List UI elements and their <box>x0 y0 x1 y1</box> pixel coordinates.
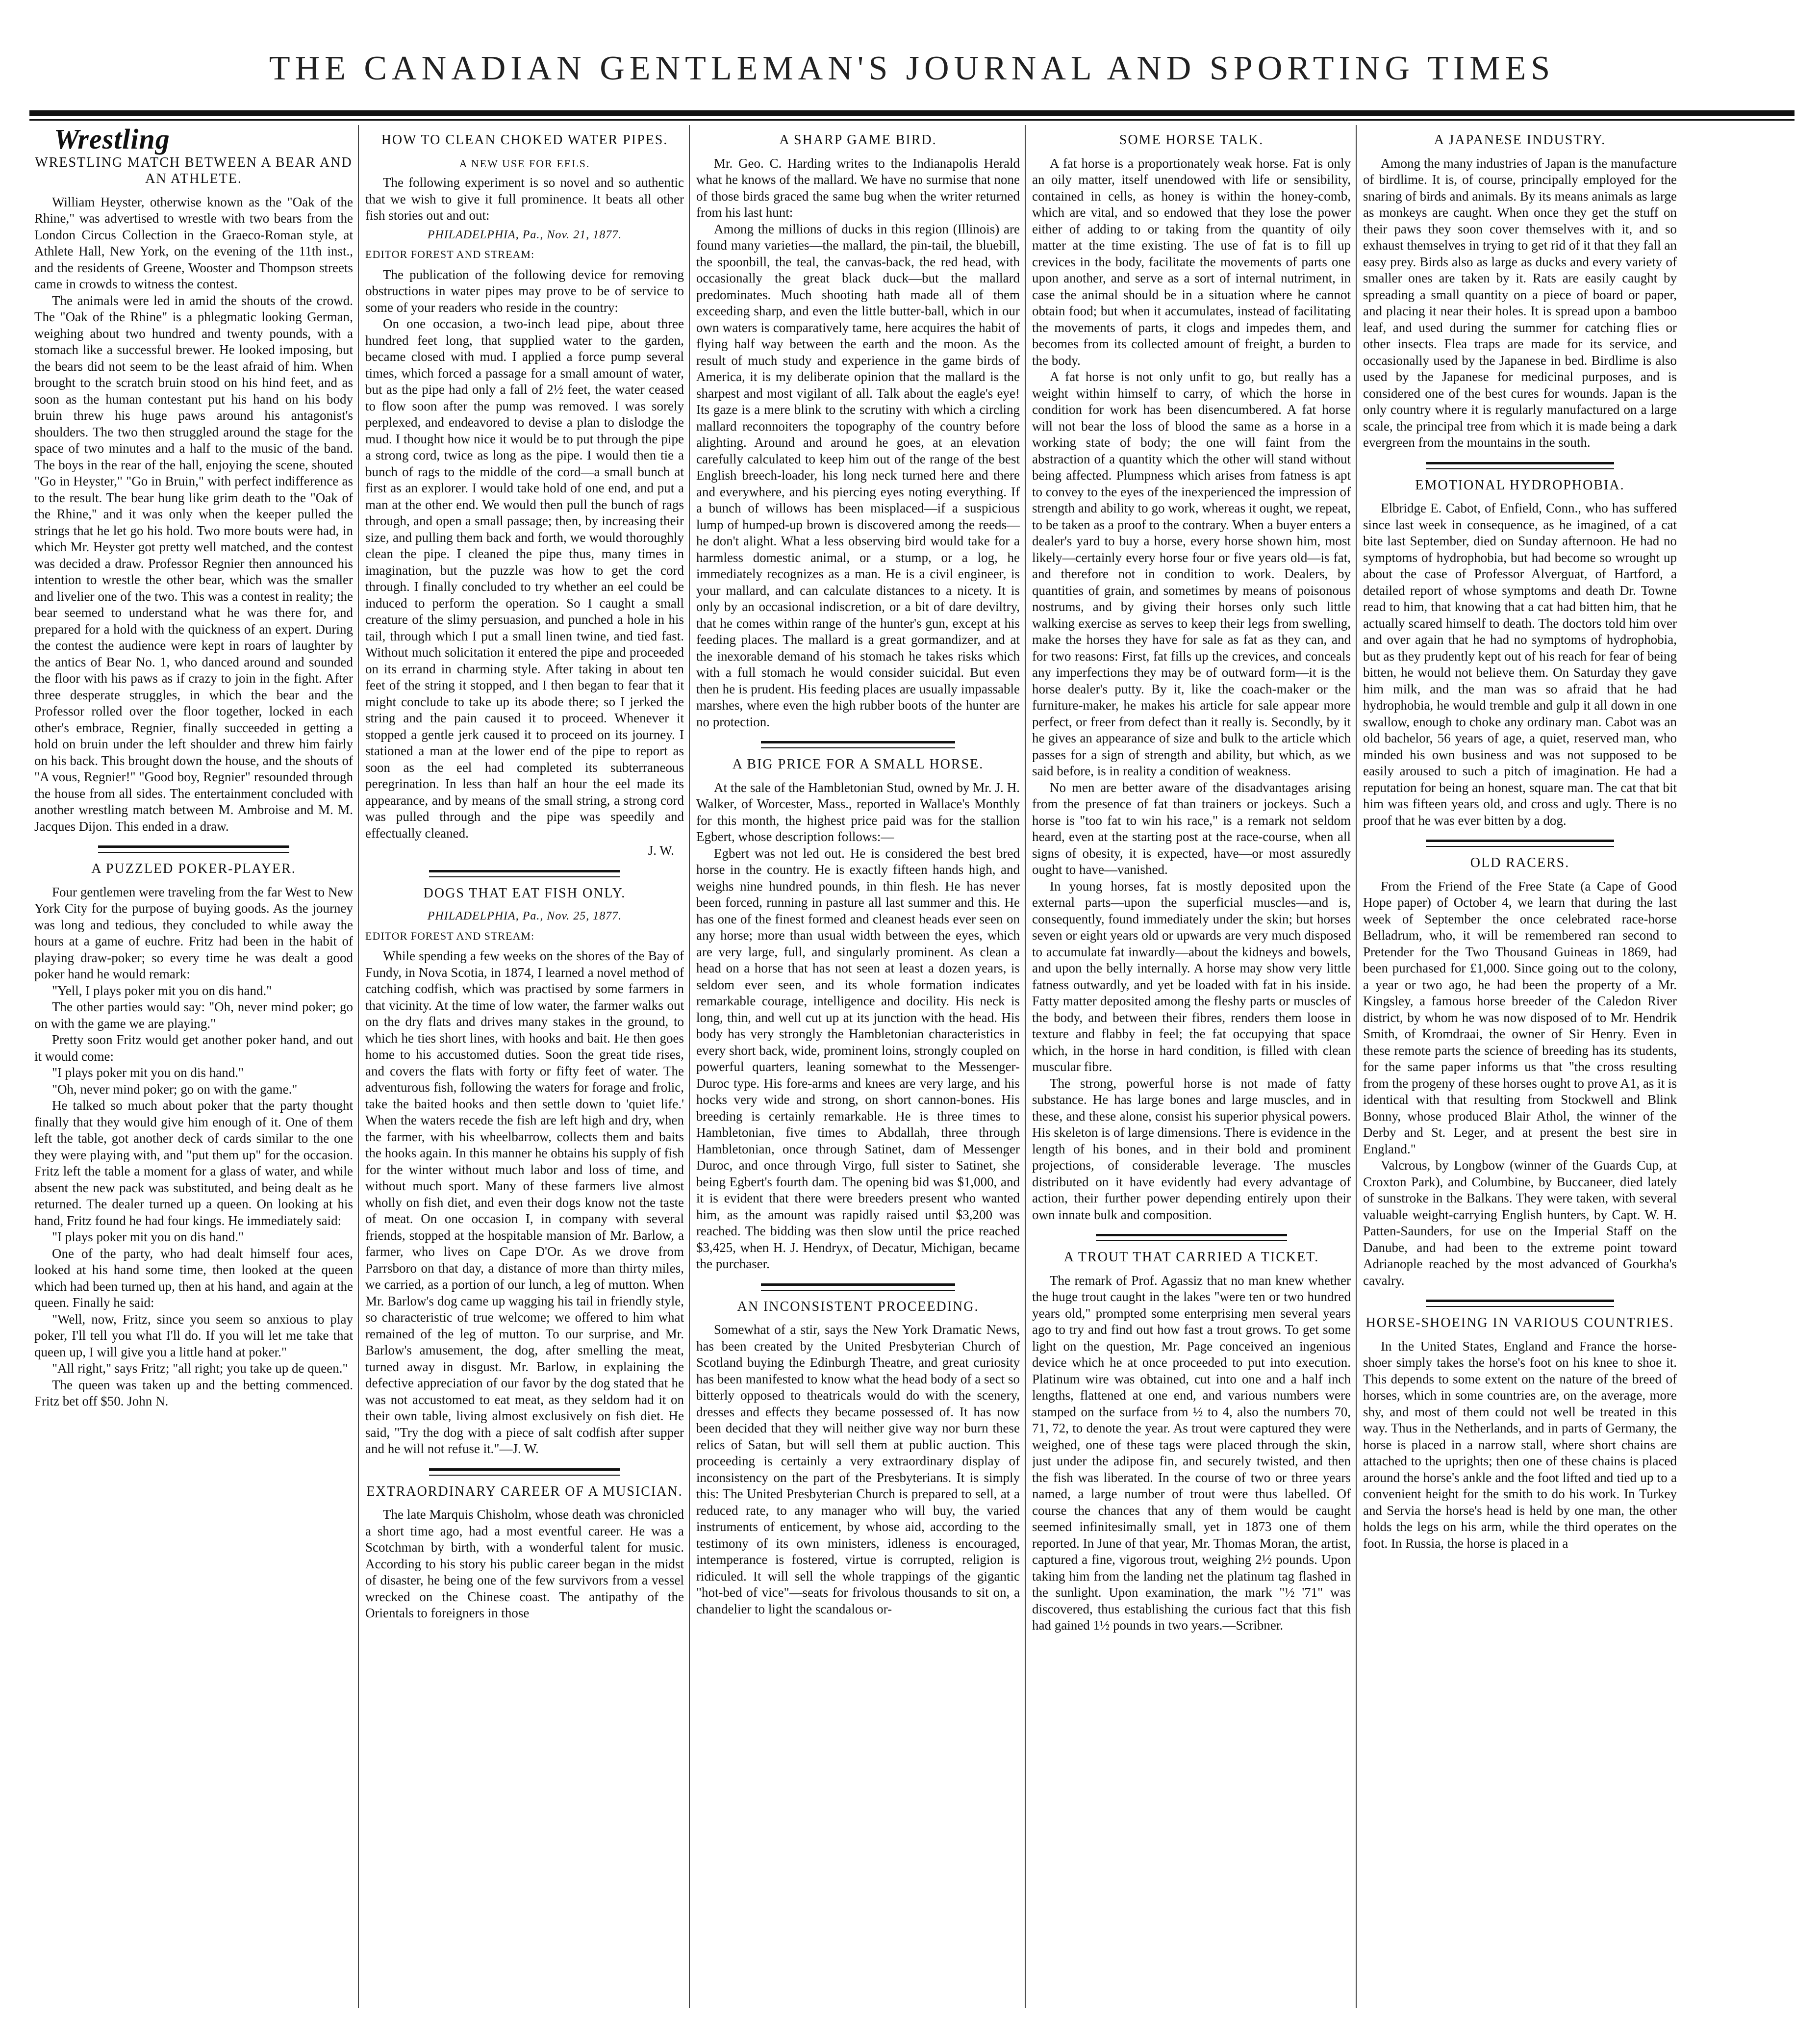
article-paragraph: The late Marquis Chisholm, whose death was chronicled a short time ago, had a most eventful career. He was a Scotchman by birth, with a wonderful talent for music. According to his story his public career began in the midst of disaster, he being one of the few survivors from a vessel wrecked on the Chinese coast. The antipathy of the Orientals to foreigners in those <box>365 1507 684 1620</box>
column-rule <box>689 125 690 2008</box>
masthead-rule-thin <box>29 119 1795 121</box>
article-divider <box>1426 1300 1614 1307</box>
article-paragraph: Valcrous, by Longbow (winner of the Guards Cup, at Croxton Park), and Columbine, by Buccaneer, died lately of sunstroke in the Balkans. They were taken, with several valuable weight-carrying English hunters, by Capt. W. H. Patten-Saunders, for use on the Imperial Staff on the Danube, and had been to the extreme point toward Adrianople reached by the most advanced of Gourkha's cavalry. <box>1363 1158 1677 1288</box>
article-title: EMOTIONAL HYDROPHOBIA. <box>1415 477 1625 493</box>
article-paragraph: "I plays poker mit you on dis hand." <box>52 1229 244 1244</box>
article-paragraph: No men are better aware of the disadvantages arising from the presence of fat than trainers or jockeys. Such a horse is "too fat to win his race," is a remark not seldom heard, even at the starting post at the race-course, when all signs of obesity, it is expected, have—or most assuredly ought to have—vanished. <box>1032 780 1351 877</box>
column-rule <box>358 125 359 2008</box>
dateline: PHILADELPHIA, Pa., Nov. 25, 1877. <box>427 910 622 922</box>
article-divider <box>429 1468 620 1476</box>
article-title: HOW TO CLEAN CHOKED WATER PIPES. <box>381 132 668 148</box>
column-4 <box>1032 125 1351 2008</box>
article-title: A SHARP GAME BIRD. <box>779 132 937 148</box>
article-paragraph: Mr. Geo. C. Harding writes to the Indianapolis Herald what he knows of the mallard. We have no surmise that none of those birds graced the same bug when the writer returned from his last hunt: <box>696 155 1020 220</box>
section-title: Wrestling <box>54 125 170 155</box>
article-paragraph: "Oh, never mind poker; go on with the game." <box>52 1081 298 1097</box>
article-paragraph: "Yell, I plays poker mit you on dis hand." <box>52 983 272 998</box>
article-paragraph: Among the millions of ducks in this region (Illinois) are found many varieties—the mallard, the pin-tail, the bluebill, the spoonbill, the teal, the canvas-back, the red head, with occasionally the great black duck—but the mallard predominates. Much shooting hath made all of them exceeding sharp, and even the little butter-ball, which in our own waters is comparatively tame, here acquires the habit of flying half way between the earth and the moon. As the result of much study and experience in the game birds of America, it is my deliberate opinion that the mallard is the sharpest and most vigilant of all. Talk about the eagle's eye! Its gaze is a mere blink to the scrutiny with which a circling mallard reconnoiters the topography of the country before alighting. Around and around he goes, at an elevation carefully calculated to keep him out of the range of the best English breech-loader, his long neck turned here and there and everywhere, and his piercing eyes noting everything. If a bunch of willows has been misplaced—if a suspicious lump of humped-up brown is discovered among the reeds—he don't alight. What a less observing bird would take for a harmless domestic animal, or a stump, or a log, he immediately recognizes as a man. He is a civil engineer, is your mallard, and can calculate distances to a nicety. It is only by an occasional indiscretion, or a bit of dare deviltry, that he comes within range of the hunter's gun, except at his feeding places. The mallard is a great gormandizer, and at the inexorable demand of his stomach he takes risks which with a full stomach he would consider suicidal. But even then he is prudent. His feeding places are usually impassable marshes, where even the high rubber boots of the hunter are no protection. <box>696 221 1020 729</box>
article-paragraph: In the United States, England and France the horse-shoer simply takes the horse's foot on his knee to shoe it. This depends to some extent on the nature of the breed of horses, which in some countries are, on the average, more shy, and most of them could not well be treated in this way. Thus in the Netherlands, and in parts of Germany, the horse is placed in a narrow stall, where short chains are attached to the uprights; then one of these chains is placed around the horse's ankle and the foot lifted and tied up to a convenient height for the smith to do his work. In Turkey and Servia the horse's head is held by one man, the other holds the legs on his arm, while the third operates on the foot. In Russia, the horse is placed in a <box>1363 1338 1677 1551</box>
article-paragraph: He talked so much about poker that the party thought finally that they would give him enough of it. One of them left the table, got another deck of cards similar to the one they were playing with, and "put them up" for the occasion. Fritz left the table a moment for a glass of water, and while absent the new pack was substituted, and being dealt as he returned. The dealer turned up a queen. On looking at his hand, Fritz found he had four kings. He immediately said: <box>34 1098 353 1228</box>
article-title: A TROUT THAT CARRIED A TICKET. <box>1063 1250 1319 1265</box>
article-paragraph: The animals were led in amid the shouts of the crowd. The "Oak of the Rhine" is a phlegmatic looking German, weighing about two hundred and twenty pounds, with a stomach like a successful brewer. He looked imposing, but the bears did not seem to be the least afraid of him. When brought to the scratch bruin stood on his hind feet, and as soon as the human contestant put his hand on his body bruin threw his huge paws around his antagonist's shoulders. The two then struggled around the stage for the space of two minutes and a half to the music of the band. The boys in the rear of the hall, enjoying the scene, shouted "Go in Heyster," "Go in Bruin," with perfect indifference as to the result. The bear hung like grim death to the "Oak of the Rhine," and it was only when the keeper pulled the strings that he let go his hold. Two more bouts were had, in which Mr. Heyster got pretty well matched, and the contest was decided a draw. Professor Regnier then announced his intention to wrestle the other bear, which was the smaller and livelier one of the two. This was a contest in reality; the bear seemed to understand what he was there for, and prepared for a hold with the quickness of an expert. During the contest the audience were kept in roars of laughter by the antics of Bear No. 1, who danced around and sounded the floor with his paws as if crazy to join in the fight. After three desperate struggles, in which the bear and the Professor rolled over the floor together, locked in each other's embrace, Regnier, finally succeeded in getting a hold on bruin under the left shoulder and threw him fairly on his back. This brought down the house, and the shouts of "A vous, Regnier!" "Good boy, Regnier" resounded through the house from all sides. The entertainment concluded with another wrestling match between M. Ambroise and M. M. Jacques Dijon. This ended in a draw. <box>34 293 353 834</box>
column-3 <box>696 125 1020 2008</box>
article-title: HORSE-SHOEING IN VARIOUS COUNTRIES. <box>1365 1315 1674 1330</box>
masthead-rule-thick <box>29 110 1795 116</box>
article-paragraph: The publication of the following device for removing obstructions in water pipes may prove to be of service to some of your readers who reside in the country: <box>365 267 684 315</box>
article-divider <box>1426 462 1614 469</box>
column-5 <box>1363 125 1677 2008</box>
editor-salutation: EDITOR FOREST AND STREAM: <box>365 248 535 260</box>
article-paragraph: On one occasion, a two-inch lead pipe, about three hundred feet long, that supplied water to the garden, became closed with mud. I applied a force pump several times, which forced a passage for a small amount of water, but as the pipe had only a fall of 2½ feet, the water ceased to flow soon after the pump was removed. I was sorely perplexed, and endeavored to devise a plan to dislodge the mud. I thought how nice it would be to put through the pipe a strong cord, twice as long as the pipe. I would then tie a bunch of rags to the middle of the cord—a small bunch at first as an explorer. I would take hold of one end, and put a man at the other end. We would then pull the bunch of rags through, and open a small passage; then, by increasing their size, and pulling them back and forth, we would thoroughly clean the pipe. I cleaned the pipe thus, many times in imagination, but the puzzle was how to get the cord through. I finally concluded to try whether an eel could be induced to perform the operation. So I caught a small creature of the slimy persuasion, and punched a hole in his tail, through which I put a small linen twine, and tied fast. Without much solicitation it entered the pipe and proceeded on its errand in charming style. After taking in about ten feet of the string it stopped, and I then began to fear that it might conclude to take up its abode there; so I jerked the string and the pain caused it to proceed. Whenever it stopped a gentle jerk caused it to proceed on its journey. I stationed a man at the lower end of the pipe to report as soon as the eel had completed its subterraneous peregrination. In less than half an hour the eel made its appearance, and by means of the small string, a strong cord was pulled through and the pipe was speedily and effectually cleaned. <box>365 316 684 841</box>
article-title: DOGS THAT EAT FISH ONLY. <box>423 885 626 901</box>
column-1 <box>34 125 353 2008</box>
article-divider <box>761 1283 955 1291</box>
article-paragraph: "All right," says Fritz; "all right; you take up de queen." <box>52 1361 348 1376</box>
article-title: SOME HORSE TALK. <box>1119 132 1264 148</box>
article-title: WRESTLING MATCH BETWEEN A BEAR AND AN ATHLETE. <box>35 154 353 186</box>
article-paragraph: "I plays poker mit you on dis hand." <box>52 1065 244 1080</box>
article-paragraph: The queen was taken up and the betting commenced. Fritz bet off $50. John N. <box>34 1377 353 1408</box>
article-paragraph: The following experiment is so novel and so authentic that we wish to give it full prominence. It beats all other fish stories out and out: <box>365 175 684 223</box>
article-paragraph: A fat horse is not only unfit to go, but really has a weight within himself to carry, of which the horse in condition for work has been disencumbered. A fat horse will not bear the loss of blood the same as a horse in a working state of body; the one will faint from the abstraction of a quantity which the other will stand without being affected. Plumpness which arises from fatness is apt to convey to the eyes of the inexperienced the impression of strength and ability to go work, whereas it ought, we repeat, to be taken as a proof to the contrary. When a buyer enters a dealer's yard to buy a horse, every horse shown him, most likely—certainly every horse four or five years old—is fat, and therefore not in condition to work. Dealers, by quantities of grain, and sometimes by means of poisonous nostrums, and by giving their horses only such little walking exercise as serves to keep their legs from swelling, make the horses they have for sale as fat as they can, and for two reasons: First, fat fills up the crevices, and conceals any imperfections they may be of outward form—it is the horse dealer's putty. By it, like the coach-maker or the furniture-maker, he makes his article for sale appear more perfect, or freer from defect than it really is. Secondly, by it he gives an appearance of size and bulk to the article which passes for a sign of strength and ability, but which, as we said before, is in reality a condition of weakness. <box>1032 369 1351 778</box>
editor-salutation: EDITOR FOREST AND STREAM: <box>365 929 535 942</box>
article-title: EXTRAORDINARY CAREER OF A MUSICIAN. <box>366 1483 683 1499</box>
article-divider <box>98 845 289 853</box>
article-paragraph: The strong, powerful horse is not made of fatty substance. He has large bones and large muscles, and in these, and these alone, consist his superior physical powers. His skeleton is of large dimensions. There is evidence in the length of his bones, and in their bold and prominent projections, of considerable leverage. The muscles distributed on it have evidently had every advantage of action, their further power depending entirely upon their own innate bulk and composition. <box>1032 1075 1351 1222</box>
article-paragraph: From the Friend of the Free State (a Cape of Good Hope paper) of October 4, we learn that during the last week of September the once celebrated race-horse Belladrum, who, it will be remembered ran second to Pretender for the Two Thousand Guineas in 1869, had been purchased for £1,000. Since going out to the colony, a year or two ago, he had been the property of a Mr. Kingsley, a famous horse breeder of the Caledon River district, by whom he was now disposed of to Mr. Hendrik Smith, of Kromdraai, the owner of Sir Henry. Even in these remote parts the science of breeding has its students, for the same paper informs us that "the cross resulting from the progeny of these horses ought to prove A1, as it is identical with that resulting from Stockwell and Blink Bonny, whose produced Blair Athol, the winner of the Derby and St. Leger, and at present the best sire in England." <box>1363 878 1677 1156</box>
article-paragraph: The remark of Prof. Agassiz that no man knew whether the huge trout caught in the lakes "were ten or two hundred years old," prompted some enterprising men several years ago to try and find out how fast a trout grows. To get some light on the question, Mr. Page conceived an ingenious device which he at once proceeded to put into execution. Platinum wire was obtained, cut into one and a half inch lengths, flattened at one end, and various numbers were stamped on the surface from ½ to 4, also the numbers 70, 71, 72, to denote the year. As trout were captured they were weighed, one of these tags were placed through the skin, just under the adipose fin, and securely twisted, and then the fish was liberated. In the course of two or three years named, a large number of trout were thus labelled. Of course the chances that any of them would be caught seemed infinitesimally small, yet in 1873 one of them reported. In June of that year, Mr. Thomas Moran, the artist, captured a fine, vigorous trout, weighing 2½ pounds. Upon taking him from the landing net the platinum tag flashed in the sunlight. Upon examination, the mark "½ '71" was discovered, thus establishing the curious fact that this fish had gained 1½ pounds in two years.—Scribner. <box>1032 1273 1351 1633</box>
masthead: THE CANADIAN GENTLEMAN'S JOURNAL AND SPORTING TIMES <box>269 50 1555 87</box>
article-paragraph: While spending a few weeks on the shores of the Bay of Fundy, in Nova Scotia, in 1874, I learned a novel method of catching codfish, which was practised by some farmers in that vicinity. At the time of low water, the farmer walks out on the dry flats and drives many stakes in the ground, to which he ties short lines, with hooks and bait. He then goes home to his accustomed duties. Soon the great tide rises, and covers the flats with forty or fifty feet of water. The adventurous fish, following the waters for forage and frolic, take the baited hooks and then settle down to 'quiet life.' When the waters recede the fish are left high and dry, when the farmer, with his wheelbarrow, collects them and baits the hooks again. In this manner he obtains his supply of fish for the winter without much labor and loss of time, and without much sport. Many of these farmers live almost wholly on fish diet, and even their dogs know not the taste of meat. On one occasion I, in company with several friends, stopped at the hospitable mansion of Mr. Barlow, a farmer, who lives on Cape D'Or. As we drove from Parrsboro on that day, a distance of more than thirty miles, we carried, as a portion of our lunch, a leg of mutton. When Mr. Barlow's dog came up wagging his tail in friendly style, so characteristic of true welcome; we offered to him what remained of the leg of mutton. To our surprise, and Mr. Barlow's amusement, the dog, after smelling the meat, turned away in disgust. Mr. Barlow, in explaining the defective appreciation of our favor by the dog stated that he was not accustomed to eat meat, as they seldom had it on their own table, living almost exclusively on fish diet. He said, "Try the dog with a piece of salt codfish after supper and he will not refuse it."—J. W. <box>365 948 684 1456</box>
article-title: A JAPANESE INDUSTRY. <box>1434 132 1606 148</box>
article-divider <box>761 741 955 748</box>
article-title: A BIG PRICE FOR A SMALL HORSE. <box>732 757 984 772</box>
column-rule <box>1356 125 1357 2008</box>
article-divider <box>1096 1234 1287 1241</box>
article-paragraph: William Heyster, otherwise known as the "Oak of the Rhine," was advertised to wrestle with two bears from the London Circus Collection in the Graeco-Roman style, at Athlete Hall, New York, on the evening of the 11th inst., and the residents of Greene, Wooster and Thompson streets came in crowds to witness the contest. <box>34 194 353 291</box>
article-divider <box>429 870 620 877</box>
article-paragraph: The other parties would say: "Oh, never mind poker; go on with the game we are playing." <box>34 999 353 1031</box>
column-rule <box>1025 125 1026 2008</box>
article-divider <box>1426 840 1614 847</box>
article-paragraph: At the sale of the Hambletonian Stud, owned by Mr. J. H. Walker, of Worcester, Mass., reported in Wallace's Monthly for this month, the highest price paid was for the stallion Egbert, whose description follows:— <box>696 780 1020 844</box>
article-subtitle: A NEW USE FOR EELS. <box>459 157 590 170</box>
article-paragraph: "Well, now, Fritz, since you seem so anxious to play poker, I'll tell you what I'll do. If you will let me take that queen up, I will give you a little hand at poker." <box>34 1311 353 1359</box>
column-2 <box>365 125 684 2008</box>
article-paragraph: Egbert was not led out. He is considered the best bred horse in the country. He is exactly fifteen hands high, and weighs nine hundred pounds, in thin flesh. He has never been forced, running in pasture all last summer and this. He has one of the finest formed and cleanest heads ever seen on any horse; more than usual width between the eyes, which are very large, full, and singularly prominent. As clean a head on a horse that has not seen at least a dozen years, is seldom ever seen, and its whole formation indicates remarkable courage, intelligence and docility. His neck is long, thin, and well cut up at its junction with the head. His body has very strongly the Hambletonian characteristics in every short back, wide, prominent loins, strongly coupled on powerful quarters, leaning somewhat to the Messenger-Duroc type. His fore-arms and knees are very large, and his hocks very wide and strong, on short cannon-bones. His breeding is certainly remarkable. He is three times to Hambletonian, five times to Abdallah, three through Hambletonian, once through Satinet, dam of Messenger Duroc, and once through Virgo, full sister to Satinet, she being Egbert's fourth dam. The opening bid was $1,000, and it is evident that there were breeders present who wanted him, as the amount was rapidly raised until $3,200 was reached. The bidding was then slow until the price reached $3,425, when H. J. Hendryx, of Decatur, Michigan, became the purchaser. <box>696 845 1020 1271</box>
article-paragraph: Elbridge E. Cabot, of Enfield, Conn., who has suffered since last week in consequence, as he imagined, of a cat bite last September, died on Sunday afternoon. He had no symptoms of hydrophobia, but had become so wrought up about the case of Professor Alverguat, of Hartford, a detailed report of whose symptoms and death Dr. Towne read to him, that knowing that a cat had bitten him, that he actually scared himself to death. The doctors told him over and over again that he had no symptoms of hydrophobia, but as they prudently kept out of his reach for fear of being bitten, he would not believe them. On Saturday they gave him milk, and the man was so afraid that he had hydrophobia, he would tremble and gulp it all down in one swallow, enough to choke any ordinary man. Cabot was an old bachelor, 56 years of age, a quiet, reserved man, who minded his own business and was not supposed to be easily aroused to such a pitch of imagination. He had a reputation for being an honest, square man. The cat that bit him was fifteen years old, and cross and ugly. There is no proof that he was ever bitten by a dog. <box>1363 501 1677 828</box>
article-title: OLD RACERS. <box>1470 855 1570 870</box>
article-paragraph: Four gentlemen were traveling from the far West to New York City for the purpose of buying goods. As the journey was long and tedious, they concluded to while away the hours at a game of euchre. Fritz had been in the habit of playing draw-poker; so every time he was dealt a good poker hand he would remark: <box>34 884 353 981</box>
article-paragraph: A fat horse is a proportionately weak horse. Fat is only an oily matter, itself unendowed with life or sensibility, contained in cells, as honey is within the honey-comb, which are vital, and so endowed that they lose the power either of adding to or taking from the quantity of oily matter at the time existing. The use of fat is to fill up crevices in the body, facilitate the movements of parts one upon another, and serve as a sort of internal nutriment, in case the animal should be in a situation where he cannot obtain food; but when it accumulates, instead of facilitating the movements of parts, it clogs and impedes them, and becomes from its collected amount of freight, a burden to the body. <box>1032 155 1351 368</box>
article-paragraph: One of the party, who had dealt himself four aces, looked at his hand some time, then looked at the queen which had been turned up, then at his hand, and again at the queen. Finally he said: <box>34 1246 353 1310</box>
dateline: PHILADELPHIA, Pa., Nov. 21, 1877. <box>427 228 622 241</box>
article-paragraph: In young horses, fat is mostly deposited upon the external parts—upon the superficial muscles—and is, consequently, found immediately under the skin; but horses seven or eight years old or upwards are very much disposed to accumulate fat inwardly—about the kidneys and bowels, and upon the belly internally. A horse may show very little fatness outwardly, and yet be loaded with fat in his inside. Fatty matter deposited among the fleshy parts or muscles of the body, and between their fibres, renders them loose in texture and flabby in feel; the fat occupying that space which, in the horse in hard condition, is filled with clean muscular fibre. <box>1032 878 1351 1074</box>
article-paragraph: Somewhat of a stir, says the New York Dramatic News, has been created by the United Presbyterian Church of Scotland buying the Edinburgh Theatre, and great curiosity has been manifested to know what the head body of a sect so bitterly opposed to theatricals would do with the scenery, dresses and effects they became possessed of. It has now been decided that they will neither give way nor burn these relics of Satan, but will sell them at public auction. This proceeding is certainly a very extraordinary display of inconsistency on the part of the Presbyterians. It is simply this: The United Presbyterian Church is prepared to sell, at a reduced rate, to any manager who will buy, the varied instruments of enticement, by whose aid, according to the testimony of its own ministers, idleness is encouraged, intemperance is fostered, virtue is corrupted, religion is ridiculed. It will sell the whole trappings of the gigantic "hot-bed of vice"—seats for frivolous thousands to sit on, a chandelier to light the scandalous or- <box>696 1322 1020 1616</box>
article-paragraph: Pretty soon Fritz would get another poker hand, and out it would come: <box>34 1032 353 1064</box>
article-title: AN INCONSISTENT PROCEEDING. <box>737 1299 979 1314</box>
article-paragraph: Among the many industries of Japan is the manufacture of birdlime. It is, of course, principally employed for the snaring of birds and animals. By its means animals as large as monkeys are caught. When once they get the stuff on their paws they soon cover themselves with it, and so exhaust themselves in trying to get rid of it that they fall an easy prey. Birds also as large as ducks and every variety of smaller ones are taken by it. Rats are easily caught by spreading a small quantity on a piece of board or paper, and placing it near their holes. It is spread upon a bamboo leaf, and used during the summer for catching flies or other insects. Flea traps are made for its service, and occasionally used by the Japanese in bed. Birdlime is also used by the Japanese for medicinal purposes, and is considered one of the best cures for wounds. Japan is the only country where it is regularly manufactured on a large scale, the principal tree from which it is made being a dark evergreen from the mountains in the south. <box>1363 155 1677 450</box>
article-title: A PUZZLED POKER-PLAYER. <box>91 861 296 876</box>
signature: J. W. <box>648 843 674 858</box>
